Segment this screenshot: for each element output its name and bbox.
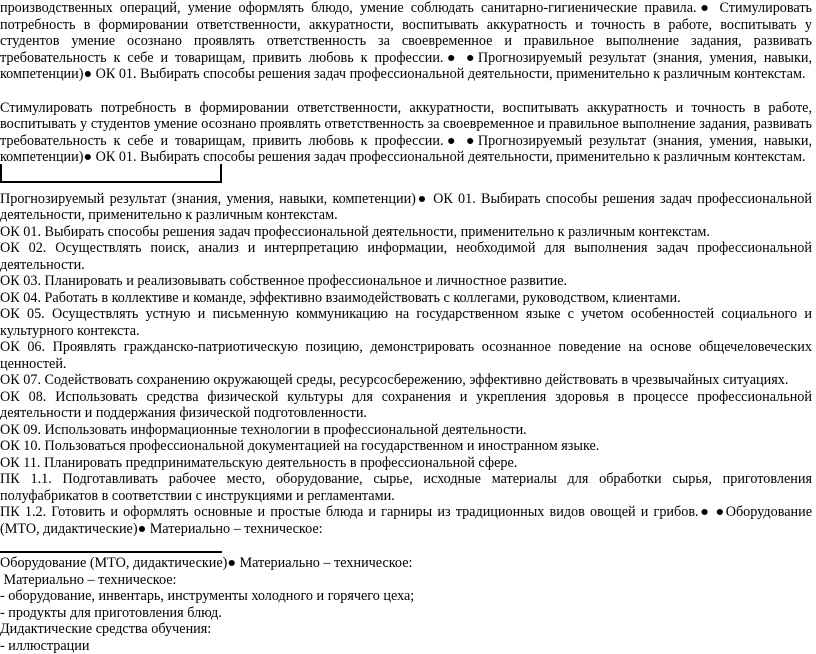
pk-item-1-2: ПК 1.2. Готовить и оформлять основные и простые блюда и гарниры из традиционных видов овощей и грибов.● ●Оборудование (МТО, дидактические)● Материально – техническое: bbox=[0, 504, 812, 537]
spacer bbox=[0, 537, 812, 551]
pk-item-1-1: ПК 1.1. Подготавливать рабочее место, оборудование, сырье, исходные материалы для обработки сырья, приготовления полуфабрикатов в соответствии с инструкциями и регламентами. bbox=[0, 471, 812, 504]
ok-item: ОК 08. Использовать средства физической культуры для сохранения и укрепления здоровья в процессе профессиональной деятельности и поддержания физической подготовленности. bbox=[0, 389, 812, 422]
materials-item: - оборудование, инвентарь, инструменты холодного и горячего цеха; bbox=[0, 588, 812, 605]
didactic-heading: Дидактические средства обучения: bbox=[0, 621, 812, 638]
ok-item: ОК 09. Использовать информационные технологии в профессиональной деятельности. bbox=[0, 422, 812, 439]
ok-item: ОК 11. Планировать предпринимательскую деятельность в профессиональной сфере. bbox=[0, 455, 812, 472]
ok-item: ОК 10. Пользоваться профессиональной документацией на государственном и иностранном языке. bbox=[0, 438, 812, 455]
ok-item: ОК 03. Планировать и реализовывать собственное профессиональное и личностное развитие. bbox=[0, 273, 812, 290]
ok-item: ОК 05. Осуществлять устную и письменную коммуникацию на государственном языке с учетом особенностей социального и культурного контекста. bbox=[0, 306, 812, 339]
ok-item: ОК 04. Работать в коллективе и команде, эффективно взаимодействовать с коллегами, руководством, клиентами. bbox=[0, 290, 812, 307]
materials-item: - продукты для приготовления блюд. bbox=[0, 605, 812, 622]
spacer bbox=[0, 83, 812, 100]
ok-item: ОК 07. Содействовать сохранению окружающей среды, ресурсосбережению, эффективно действовать в чрезвычайных ситуациях. bbox=[0, 372, 812, 389]
paragraph-goals-1: производственных операций, умение оформлять блюдо, умение соблюдать санитарно-гигиенические правила.● Стимулировать потребность в формировании ответственности, аккуратности, воспитывать аккуратность и точность в работе, воспитывать у студентов умение осознано проявлять ответственность за своевременное и правильное выполнение задания, развивать требовательность к себе и товарищам, привить любовь к профессии.● ●Прогнозируемый результат (знания, умения, навыки, компетенции)● ОК 01. Выбирать способы решения задач профессиональной деятельности, применительно к различным контекстам. bbox=[0, 0, 812, 83]
didactic-item: - иллюстрации bbox=[0, 638, 812, 654]
horizontal-rule bbox=[0, 551, 222, 553]
empty-box bbox=[0, 164, 222, 183]
ok-item: ОК 06. Проявлять гражданско-патриотическую позицию, демонстрировать осознанное поведение на основе общечеловеческих ценностей. bbox=[0, 339, 812, 372]
ok-competency-list bbox=[0, 224, 812, 472]
materials-heading: Материально – техническое: bbox=[0, 572, 812, 589]
paragraph-goals-2: Стимулировать потребность в формировании ответственности, аккуратности, воспитывать аккуратность и точность в работе, воспитывать у студентов умение осознано проявлять ответственность за своевременное и правильное выполнение задания, развивать требовательность к себе и товарищам, привить любовь к профессии.● ●Прогнозируемый результат (знания, умения, навыки, компетенции)● ОК 01. Выбирать способы решения задач профессиональной деятельности, применительно к различным контекстам. bbox=[0, 100, 812, 166]
paragraph-expected-result: Прогнозируемый результат (знания, умения, навыки, компетенции)● ОК 01. Выбирать способы решения задач профессиональной деятельности, применительно к различным контекстам. bbox=[0, 191, 812, 224]
ok-item: ОК 01. Выбирать способы решения задач профессиональной деятельности, применительно к различным контекстам. bbox=[0, 224, 812, 241]
equipment-heading: Оборудование (МТО, дидактические)● Материально – техническое: bbox=[0, 555, 812, 572]
ok-item: ОК 02. Осуществлять поиск, анализ и интерпретацию информации, необходимой для выполнения задач профессиональной деятельности. bbox=[0, 240, 812, 273]
